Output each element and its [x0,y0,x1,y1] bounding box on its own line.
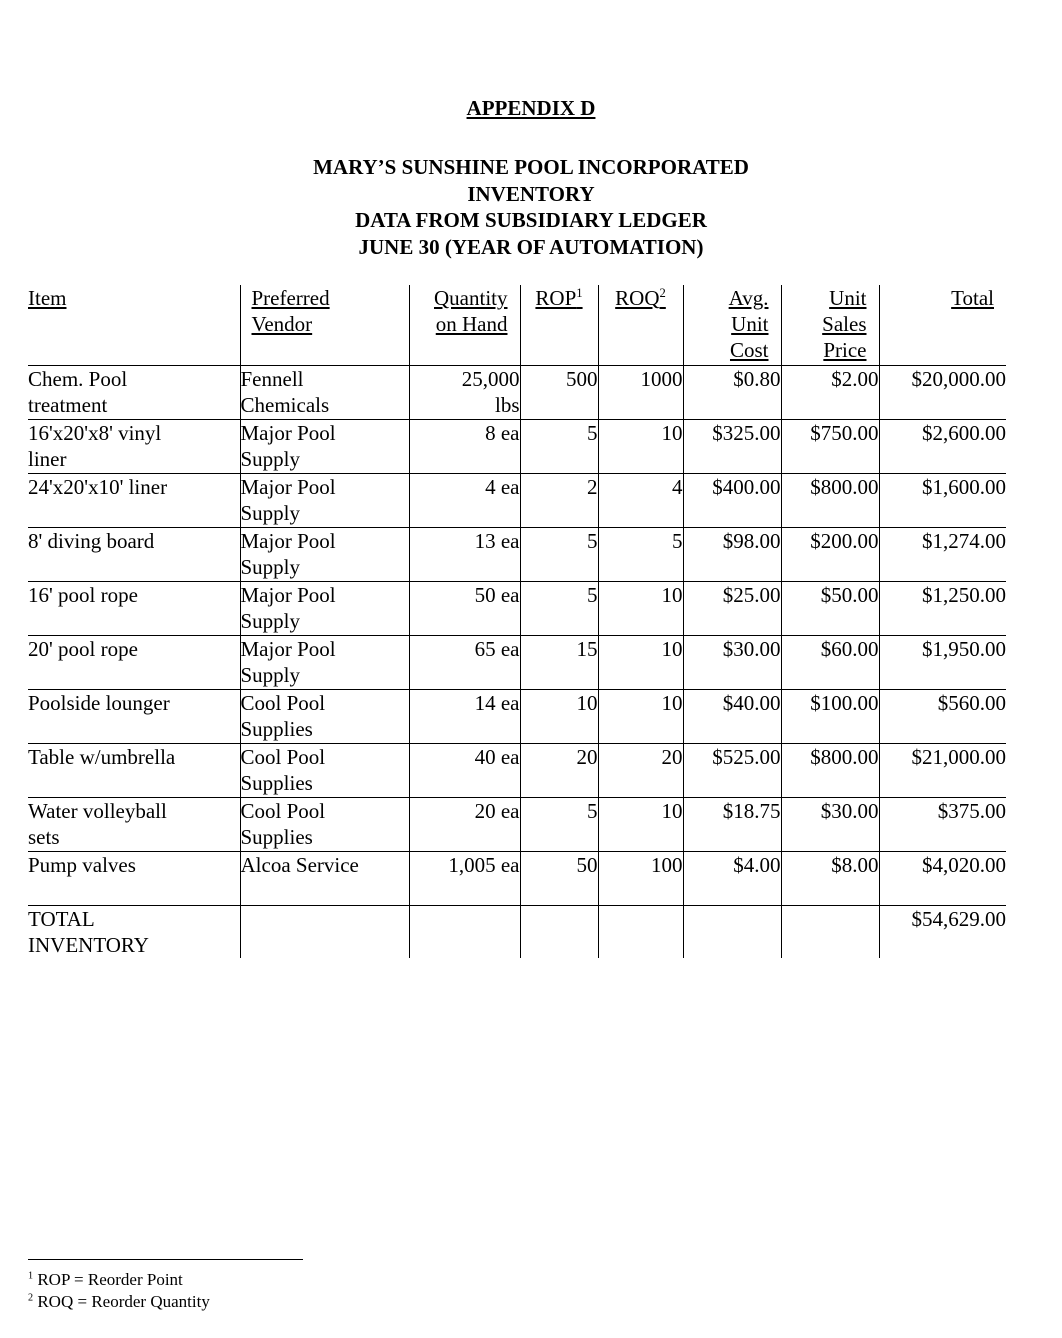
footnote-mark: 1 [576,286,583,300]
cell-vendor: Major Pool Supply [240,582,409,636]
cell-rop: 15 [520,636,598,690]
cell-avg-unit-cost: $525.00 [683,744,781,798]
cell-item: Chem. Pool treatment [28,366,240,420]
cell-vendor: Major Pool Supply [240,528,409,582]
cell-rop: 500 [520,366,598,420]
cell-unit-sales-price: $60.00 [781,636,879,690]
cell-avg-unit-cost: $30.00 [683,636,781,690]
cell-vendor: Alcoa Service [240,852,409,906]
cell-unit-sales-price: $800.00 [781,474,879,528]
footnote: $^2$ ROQ = Reorder Quantity [28,1292,210,1311]
cell-roq: 10 [598,582,683,636]
cell-total: $1,950.00 [879,636,1006,690]
cell-roq: 10 [598,636,683,690]
cell-item: Pump valves [28,852,240,906]
cell-total: $2,600.00 [879,420,1006,474]
cell-avg-unit-cost: $18.75 [683,798,781,852]
total-inventory-row [28,906,1006,959]
cell-avg-unit-cost: $25.00 [683,582,781,636]
cell-roq: 4 [598,474,683,528]
cell-unit-sales-price: $50.00 [781,582,879,636]
cell-quantity: 40 ea [409,744,520,798]
footnotes [28,1269,210,1313]
heading-line: JUNE 30 (YEAR OF AUTOMATION) [358,234,704,259]
cell-roq: 20 [598,744,683,798]
cell-total: $1,600.00 [879,474,1006,528]
table-row [28,636,1006,690]
column-header-avg-unit-cost: Avg. Unit Cost [683,285,781,366]
cell-unit-sales-price: $30.00 [781,798,879,852]
table-row [28,798,1006,852]
table-header-row [28,285,1006,366]
cell-vendor: Major Pool Supply [240,636,409,690]
cell-unit-sales-price: $8.00 [781,852,879,906]
cell-item: 20' pool rope [28,636,240,690]
cell-roq: 10 [598,798,683,852]
footnote-divider [28,1259,303,1260]
table-row [28,852,1006,906]
cell-rop: 2 [520,474,598,528]
column-header-roq: ROQ$^2$ [598,285,683,366]
heading-line: DATA FROM SUBSIDIARY LEDGER [355,208,707,232]
column-header-quantity: Quantity on Hand [409,285,520,366]
heading-line: MARY’S SUNSHINE POOL INCORPORATED [313,155,749,179]
cell-item: Water volleyball sets [28,798,240,852]
cell-total: $375.00 [879,798,1006,852]
footnote: $^1$ ROP = Reorder Point [28,1270,183,1289]
cell-roq: 10 [598,690,683,744]
column-header-total: Total [879,285,1006,366]
cell-vendor: Cool Pool Supplies [240,744,409,798]
cell-avg-unit-cost: $0.80 [683,366,781,420]
cell-unit-sales-price: $200.00 [781,528,879,582]
cell-avg-unit-cost: $98.00 [683,528,781,582]
heading-line: INVENTORY [467,181,595,206]
total-inventory-value: $54,629.00 [879,906,1006,959]
cell-total: $4,020.00 [879,852,1006,906]
footnote-mark: 2 [659,286,666,300]
cell-rop: 10 [520,690,598,744]
cell-rop: 5 [520,582,598,636]
cell-quantity: 4 ea [409,474,520,528]
column-header-item: Item [28,286,67,310]
table-row [28,690,1006,744]
cell-vendor: Cool Pool Supplies [240,798,409,852]
table-row [28,582,1006,636]
cell-item: 16' pool rope [28,582,240,636]
table-row [28,744,1006,798]
cell-quantity: 20 ea [409,798,520,852]
cell-roq: 100 [598,852,683,906]
cell-item: 8' diving board [28,528,240,582]
table-row [28,474,1006,528]
cell-rop: 5 [520,420,598,474]
cell-quantity: 25,000 lbs [409,366,520,420]
cell-rop: 20 [520,744,598,798]
cell-unit-sales-price: $2.00 [781,366,879,420]
cell-vendor: Major Pool Supply [240,420,409,474]
cell-avg-unit-cost: $400.00 [683,474,781,528]
cell-avg-unit-cost: $4.00 [683,852,781,906]
column-header-rop: ROP$^1$ [520,285,598,366]
cell-rop: 5 [520,798,598,852]
table-row [28,528,1006,582]
cell-total: $560.00 [879,690,1006,744]
cell-avg-unit-cost: $40.00 [683,690,781,744]
table-row [28,366,1006,420]
document-heading [0,154,1062,260]
cell-rop: 50 [520,852,598,906]
cell-total: $1,250.00 [879,582,1006,636]
cell-roq: 10 [598,420,683,474]
cell-roq: 1000 [598,366,683,420]
cell-quantity: 8 ea [409,420,520,474]
cell-unit-sales-price: $750.00 [781,420,879,474]
cell-vendor: Fennell Chemicals [240,366,409,420]
cell-quantity: 50 ea [409,582,520,636]
cell-total: $1,274.00 [879,528,1006,582]
cell-quantity: 1,005 ea [409,852,520,906]
cell-unit-sales-price: $100.00 [781,690,879,744]
inventory-table [28,285,1006,958]
total-label: TOTAL INVENTORY [28,906,240,959]
cell-total: $21,000.00 [879,744,1006,798]
cell-rop: 5 [520,528,598,582]
cell-item: 16'x20'x8' vinyl liner [28,420,240,474]
cell-unit-sales-price: $800.00 [781,744,879,798]
table-row [28,420,1006,474]
cell-roq: 5 [598,528,683,582]
column-header-vendor: Preferred Vendor [240,285,409,366]
column-header-unit-sales-price: Unit Sales Price [781,285,879,366]
cell-quantity: 14 ea [409,690,520,744]
cell-vendor: Cool Pool Supplies [240,690,409,744]
cell-vendor: Major Pool Supply [240,474,409,528]
cell-quantity: 13 ea [409,528,520,582]
cell-avg-unit-cost: $325.00 [683,420,781,474]
cell-item: Table w/umbrella [28,744,240,798]
cell-quantity: 65 ea [409,636,520,690]
cell-item: 24'x20'x10' liner [28,474,240,528]
cell-total: $20,000.00 [879,366,1006,420]
cell-item: Poolside lounger [28,690,240,744]
appendix-title: APPENDIX D [466,96,596,120]
